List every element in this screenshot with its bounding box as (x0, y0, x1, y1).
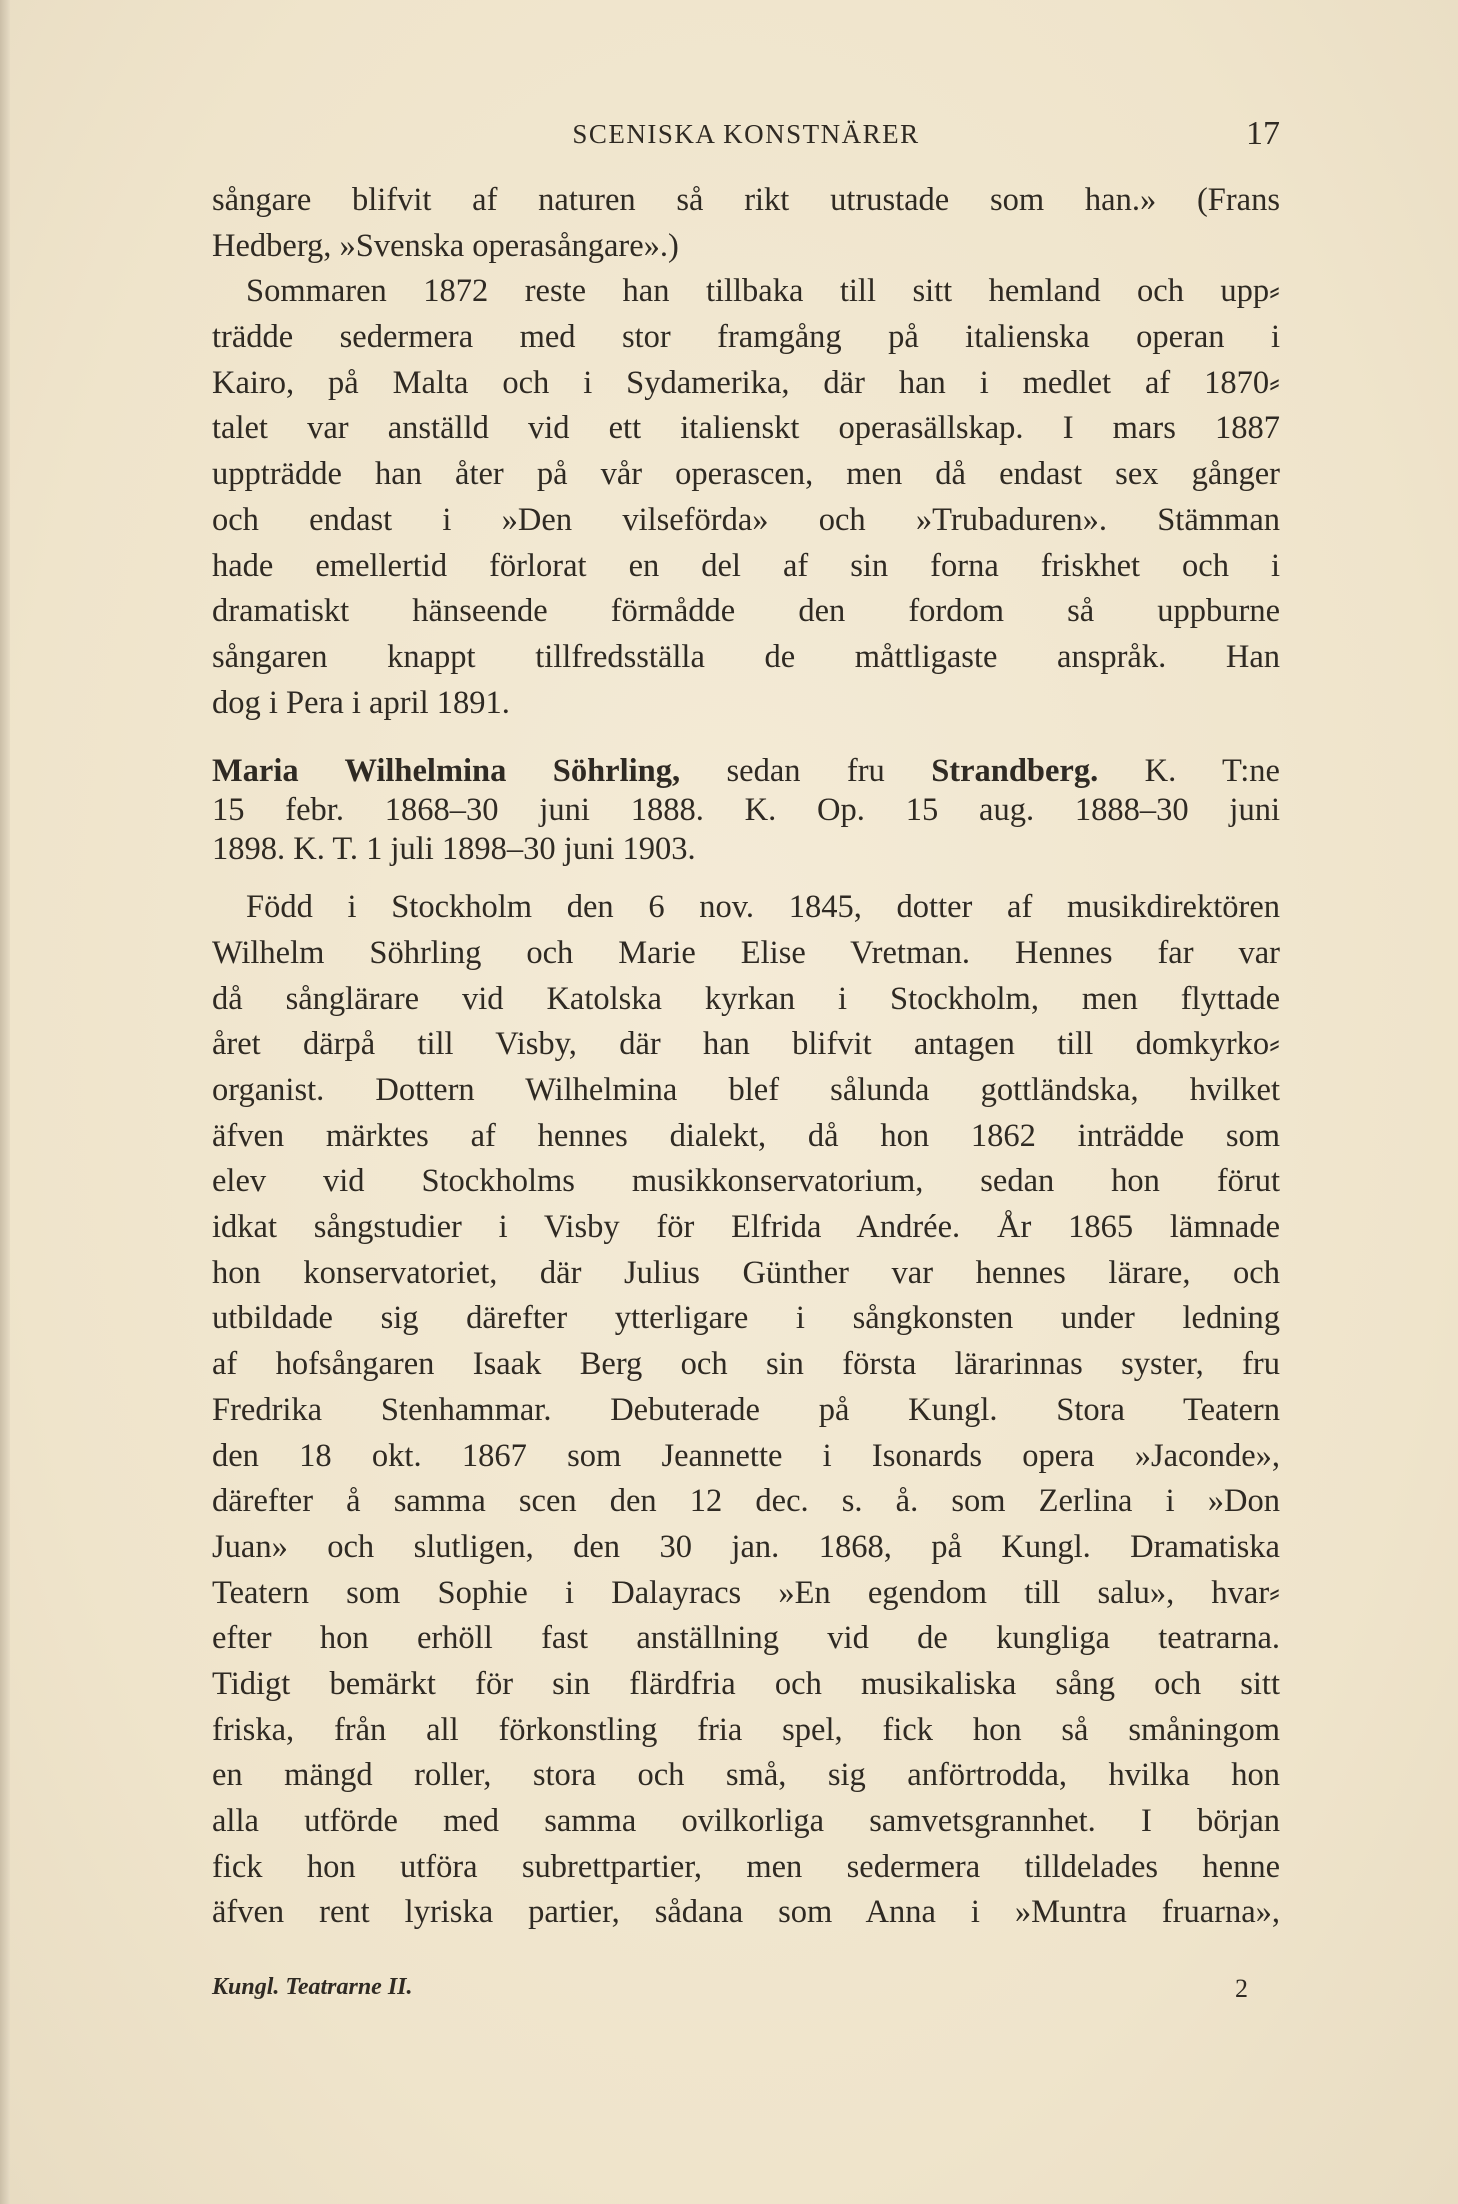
signature-title: Kungl. Teatrarne II. (212, 1974, 413, 2000)
book-spine-edge (0, 0, 10, 2204)
text-line: Hedberg, »Svenska operasångare».) (212, 227, 679, 264)
text-line: organist. Dottern Wilhelmina blef sålunda gottländska, hvilket (212, 1072, 1280, 1108)
text-line: friska, från all förkonstling fria spel, fick hon så småningom (212, 1711, 1280, 1748)
text-line: äfven rent lyriska partier, sådana som Anna i »Muntra fruarna», (212, 1894, 1280, 1931)
paragraph-continuation (212, 178, 1280, 726)
text-line: sångare blifvit af naturen så rikt utrustade som han.» (Frans (212, 182, 1280, 218)
text-line: dog i Pera i april 1891. (212, 684, 510, 721)
text-line: talet var anställd vid ett italienskt operasällskap. I mars 1887 (212, 410, 1280, 447)
text-line: Juan» och slutligen, den 30 jan. 1868, på Kungl. Dramatiska (212, 1528, 1280, 1565)
text-line: uppträdde han åter på vår operascen, men då endast sex gånger (212, 456, 1280, 493)
entry-heading-line-1 (212, 752, 1280, 791)
signature-number: 2 (1235, 1974, 1248, 2003)
entry-line1-tail: K. T:ne (1098, 753, 1280, 790)
text-line: då sånglärare vid Katolska kyrkan i Stockholm, men flyttade (212, 980, 1280, 1017)
text-line: Kairo, på Malta och i Sydamerika, där han i medlet af 1870⸗ (212, 364, 1280, 401)
text-line: hon konservatoriet, där Julius Günther var hennes lärare, och (212, 1254, 1280, 1291)
text-line: äfven märktes af hennes dialekt, då hon 1862 inträdde som (212, 1117, 1280, 1154)
text-line: sångaren knappt tillfredsställa de måttligaste anspråk. Han (212, 638, 1280, 675)
text-line: alla utförde med samma ovilkorliga samvetsgrannhet. I början (212, 1803, 1280, 1839)
page-footer (212, 1974, 1248, 2008)
text-line: hade emellertid förlorat en del af sin forna friskhet och i (212, 547, 1280, 584)
biography-entry-heading (212, 752, 1280, 869)
text-line: Fredrika Stenhammar. Debuterade på Kungl. Stora Teatern (212, 1391, 1280, 1428)
page-number: 17 (1246, 115, 1280, 152)
text-line: och endast i »Den vilseförda» och »Trubaduren». Stämman (212, 501, 1280, 538)
text-line: Teatern som Sophie i Dalayracs »En egendom till salu», hvar⸗ (212, 1574, 1280, 1611)
text-line: dramatiskt hänseende förmådde den fordom så uppburne (212, 593, 1280, 630)
text-line: den 18 okt. 1867 som Jeannette i Isonards opera »Jaconde», (212, 1437, 1280, 1474)
text-line: af hofsångaren Isaak Berg och sin första lärarinnas syster, fru (212, 1346, 1280, 1383)
text-line: en mängd roller, stora och små, sig anförtrodda, hvilka hon (212, 1757, 1280, 1794)
entry-heading-line-3: 1898. K. T. 1 juli 1898–30 juni 1903. (212, 831, 696, 868)
text-line: året därpå till Visby, där han blifvit antagen till domkyrko⸗ (212, 1026, 1280, 1063)
paragraph-biography (212, 885, 1280, 1936)
text-line: trädde sedermera med stor framgång på italienska operan i (212, 319, 1280, 356)
entry-married-name: Strandberg. (931, 753, 1099, 790)
text-line: Född i Stockholm den 6 nov. 1845, dotter af musikdirektören (246, 889, 1280, 926)
text-line: idkat sångstudier i Visby för Elfrida Andrée. År 1865 lämnade (212, 1209, 1280, 1246)
running-head: SCENISKA KONSTNÄRER (572, 119, 920, 149)
text-line: Sommaren 1872 reste han tillbaka till sitt hemland och upp⸗ (246, 273, 1280, 310)
body-text (212, 178, 1280, 1936)
entry-name: Maria Wilhelmina Söhrling, (212, 753, 681, 790)
text-line: utbildade sig därefter ytterligare i sångkonsten under ledning (212, 1300, 1280, 1337)
text-line: Wilhelm Söhrling och Marie Elise Vretman. Hennes far var (212, 934, 1280, 971)
text-line: efter hon erhöll fast anställning vid de kungliga teatrarna. (212, 1620, 1280, 1657)
entry-heading-line-2: 15 febr. 1868–30 juni 1888. K. Op. 15 aug. 1888–30 juni (212, 792, 1280, 829)
text-line: därefter å samma scen den 12 dec. s. å. som Zerlina i »Don (212, 1483, 1280, 1520)
text-line: fick hon utföra subrettpartier, men sedermera tilldelades henne (212, 1848, 1280, 1885)
text-line: elev vid Stockholms musikkonservatorium, sedan hon förut (212, 1163, 1280, 1200)
page-header (212, 115, 1280, 155)
text-line: Tidigt bemärkt för sin flärdfria och musikaliska sång och sitt (212, 1665, 1280, 1702)
entry-married-prefix: sedan fru (680, 753, 932, 790)
